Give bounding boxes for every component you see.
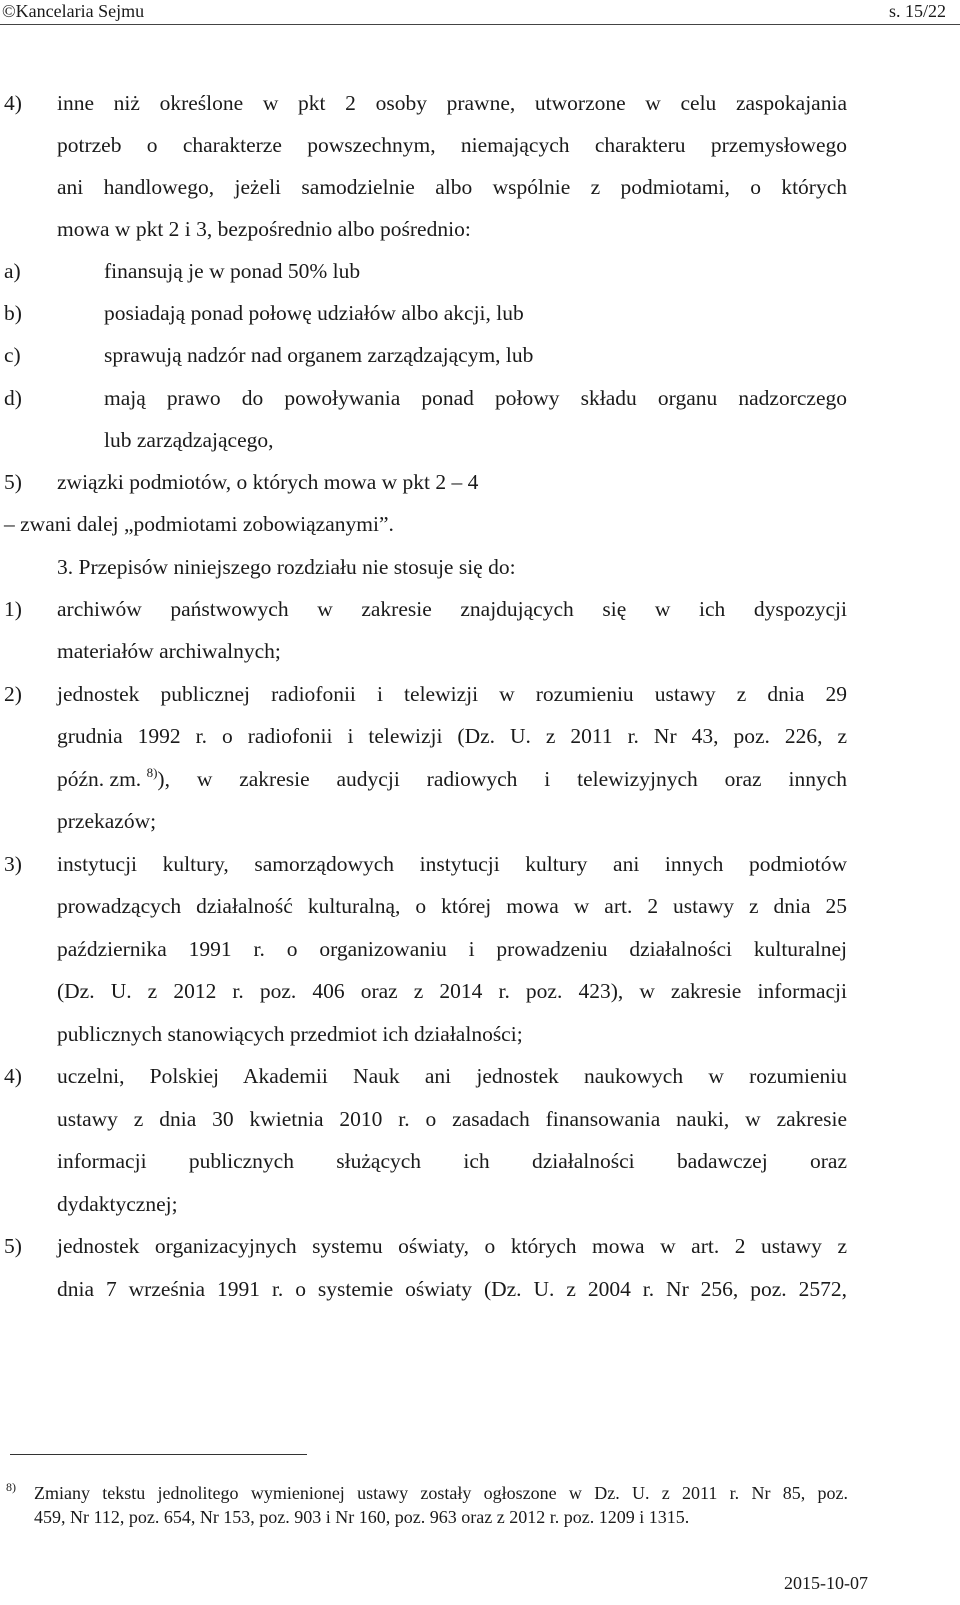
item-4-line-3: ani handlowego, jeżeli samodzielnie albo wspólnie z podmiotami, o których [57,175,847,199]
point-2-number: 2) [4,682,22,706]
sub-a-text: finansują je w ponad 50% lub [104,259,361,283]
sub-c-letter: c) [4,343,21,367]
point-4-line-1: uczelni, Polskiej Akademii Nauk ani jednostek naukowych w rozumieniu [57,1064,847,1088]
point-1-line-1: archiwów państwowych w zakresie znajdujących się w ich dyspozycji [57,597,847,621]
sub-d-line-2: lub zarządzającego, [104,428,274,452]
sub-a-letter: a) [4,259,21,283]
point-4-line-4: dydaktycznej; [57,1192,178,1216]
point-2-line-1: jednostek publicznej radiofonii i telewizji w rozumieniu ustawy z dnia 29 [57,682,847,706]
point-3-line-3: października 1991 r. o organizowaniu i prowadzeniu działalności kulturalnej [57,937,847,961]
sub-d-letter: d) [4,386,22,410]
footnote-ref-8: 8) [146,765,158,780]
point-1-number: 1) [4,597,22,621]
point-4-line-2: ustawy z dnia 30 kwietnia 2010 r. o zasadach finansowania nauki, w zakresie [57,1107,847,1131]
point-4-line-3: informacji publicznych służących ich działalności badawczej oraz [57,1149,847,1173]
footnote-line-1: Zmiany tekstu jednolitego wymienionej ustawy zostały ogłoszone w Dz. U. z 2011 r. Nr 85, poz. [34,1483,848,1503]
point-3-line-2: prowadzących działalność kulturalną, o której mowa w art. 2 ustawy z dnia 25 [57,894,847,918]
point-1-line-2: materiałów archiwalnych; [57,639,281,663]
point-5-number: 5) [4,1234,22,1258]
point-3-line-5: publicznych stanowiących przedmiot ich działalności; [57,1022,523,1046]
point-3-line-1: instytucji kultury, samorządowych instytucji kultury ani innych podmiotów [57,852,847,876]
sub-d-line-1: mają prawo do powoływania ponad połowy składu organu nadzorczego [104,386,847,410]
zwani-clause: – zwani dalej „podmiotami zobowiązanymi”. [4,512,394,536]
point-2-line-3-start: późn. zm. $^{8)}$ [57,765,158,791]
point-5-line-2: dnia 7 września 1991 r. o systemie oświaty (Dz. U. z 2004 r. Nr 256, poz. 2572, [57,1277,847,1301]
header-divider [0,24,960,25]
point-2-line-4: przekazów; [57,809,157,833]
section-3-intro: 3. Przepisów niniejszego rozdziału nie stosuje się do: [57,555,516,579]
item-5-number: 5) [4,470,22,494]
document-date: 2015-10-07 [784,1573,868,1593]
point-3-line-4: (Dz. U. z 2012 r. poz. 406 oraz z 2014 r. poz. 423), w zakresie informacji [57,979,847,1003]
item-4-number: 4) [4,91,22,115]
header-source: ©Kancelaria Sejmu [2,1,145,21]
point-2-line-3 [57,766,847,792]
sub-c-text: sprawują nadzór nad organem zarządzającym, lub [104,343,534,367]
footnote-line-2: 459, Nr 112, poz. 654, Nr 153, poz. 903 i Nr 160, poz. 963 oraz z 2012 r. poz. 1209 i 1315. [34,1507,690,1527]
point-3-number: 3) [4,852,22,876]
footnote-divider [10,1454,307,1455]
header-page-number: s. 15/22 [888,1,946,21]
point-2-line-3-rest: ), w zakresie audycji radiowych i telewizyjnych oraz innych [157,767,847,791]
item-4-line-1: inne niż określone w pkt 2 osoby prawne, utworzone w celu zaspokajania [57,91,847,115]
item-5-text: związki podmiotów, o których mowa w pkt 2 – 4 [57,470,479,494]
sub-b-text: posiadają ponad połowę udziałów albo akcji, lub [104,301,524,325]
point-4-number: 4) [4,1064,22,1088]
item-4-line-2: potrzeb o charakterze powszechnym, niemających charakteru przemysłowego [57,133,847,157]
point-5-line-1: jednostek organizacyjnych systemu oświaty, o których mowa w art. 2 ustawy z [57,1234,847,1258]
point-2-line-2: grudnia 1992 r. o radiofonii i telewizji (Dz. U. z 2011 r. Nr 43, poz. 226, z [57,724,847,748]
footnote-mark: 8) [6,1480,16,1494]
sub-b-letter: b) [4,301,22,325]
item-4-line-4: mowa w pkt 2 i 3, bezpośrednio albo pośrednio: [57,217,471,241]
